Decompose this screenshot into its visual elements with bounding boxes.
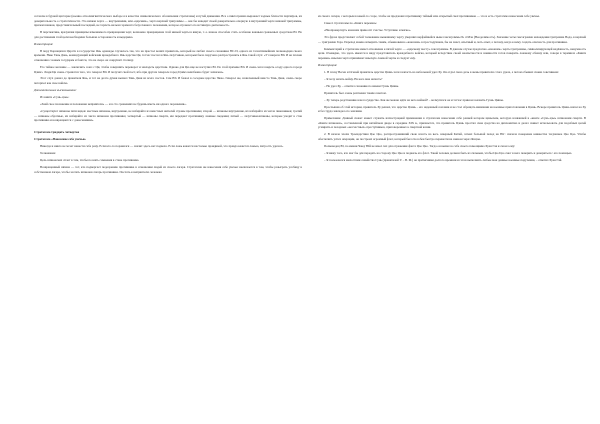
right-paragraph: Смысл стратагемы по «Книге перемен»: bbox=[324, 20, 378, 25]
right-paragraph: – Я вижу того, кто мог бы для передать на сторону Цао Цао и поджечь его флот. Такой человек должен быть из сильным, чтобы Цао Цао смог в него поверить и довериться с его помощью. bbox=[324, 150, 573, 155]
left-spacer bbox=[34, 125, 302, 128]
right-paragraph: Примечание: Данный сюжет может служить иллюстрацией применения в стратегеме нанесения себе ранней котором циньском, которую назвавшей в «книге «Сунь-цзы» шпионами смерти. В «Книге шпионов», составленной при китайском дворе в середине XIX в., признается, что правитель Цзянь простил свои средства на дипломатию и делал скинет использовать для подобных целей усмирить и позорных «несчастных» преступников, приговоренных к смертной казни. bbox=[318, 116, 586, 130]
left-paragraph: В перспективе, вразумляя принципы изменяемого превращения черт, возможно превращение этой низкой черты в явную, т. е. шанок способен стать особенно важным сражаемых средством Ю. Но для достижения этой цели необходима большая осторожность и выдержка. bbox=[34, 30, 302, 39]
right-paragraph: Прослышав об этой истории, правитель Ху решил, что царство Цзянь – его надежный союзник и не стал обращать внимания на военные приготовления в Цзянь. Вскоре правитель Цзянь напал на Ху и без труда завладел его землями. bbox=[318, 104, 586, 114]
right-paragraph: из своего лагеря, с которым в какой-то ссоре, чтобы он предложил противнику тайный или открытый своё противников — это и есть стратагема нанесения себе увечья. bbox=[318, 14, 540, 18]
right-paragraph: Правитель был очень разгневан таким советом. bbox=[324, 90, 387, 95]
left-paragraph: Цель шпионских сплет в том, чтобы посеять сомнения в стане противника. bbox=[40, 158, 140, 163]
left-paragraph: Этот слух дошел до правителя Янь, и тот не долго думая вызвал Тянь Даня из всего постов. Сам Юэ И бежал в соседнее царство Чжао. Генерал же, назначенный вместо Тянь Даня, очень скоро потерпел как свое войско. bbox=[34, 76, 302, 86]
left-paragraph: Толкование: bbox=[40, 151, 56, 156]
right-subheading: Иллюстрация: bbox=[318, 62, 338, 67]
left-paragraph: Никогда и никто не хочет нанести себе рану. Если кто-то поранился — значит здесь нет подвоха. Если ложь кажется настолько правдивой, что правда кажется ложью, хитрость удалась. bbox=[40, 144, 284, 149]
right-paragraph: – Я хочу начать войну. На кого мне напасть? bbox=[324, 76, 383, 81]
left-paragraph: «Знай свое положение и положение неприятеля» — и в сто сражениях не будешь иметь ни одного поражения». bbox=[40, 102, 187, 107]
left-paragraph: «Существуют шпионы пяти видов: местные шпионы, внутренние, не набирайте из вместных жителей страны противника; второй — шпионы внутренние, их набирайте из числа чиновников; третий — шпионы обратные, их набирайте из числа шпионов противника; четвертый — шпионы смерти, им передают противнику ложные сведения; пятый — лазутчики-шпионы, которые уходят в стан противника и возвращаются с донесениями». bbox=[34, 109, 302, 123]
right-paragraph: 2. В начале эпохи Троецарствия Цао Цао, распространивший свою власть на весь северный Китай, затеял большой поход на Юг: сначала покорение княжества тогдашнее Цао Цао. Чтобы обеспечить успех операции, он построил огромный флот, который был способен быстро перевезти на южном через Янцзы. bbox=[318, 132, 586, 141]
left-column bbox=[34, 14, 302, 177]
right-paragraph: Полководец Ю, по имени Чжоу Юй не имел сил для отражения флота Цао Цао. Тогда он вызвал к себе своего помощника Хуан Гая и сказал ему: bbox=[324, 143, 516, 148]
right-paragraph: «Неопровергнуть юношам приносят счастье. Уступчиво и мягко». bbox=[324, 27, 412, 32]
left-heading: Стратагема «Нанесение себе увечья» bbox=[34, 137, 86, 142]
right-paragraph: 1. В эпоху Весен и Осеней правитель царства Цзянь хотел напасть на небольшой удел Ху. Он отдал свою дочь в жены правителю этого удела, а потом объявил своим советникам: bbox=[324, 69, 559, 74]
right-paragraph: Эта фраза представляет собой толкование нынешнему черту умерших верфейшейся ныне гексаграммы № 4 Мэн (Неодолимость). Значение четы гексаграмма нахождения триграмма Вода, в верхней — триграмма Гора. Переход можно измерить таким, обыкновенно «юношам» в простодушном, бы не знает, опытный и, хоть опыт, а потому, когда к нему создать опасность для противника. bbox=[318, 34, 586, 44]
left-paragraph: Из книги «Сунь-цзы»: bbox=[40, 95, 70, 100]
right-paragraph: – Я пользовался милостями семейства Сунь (правителей У. – В. М.) не притиснями долгого времени и готов выполнить любые мои данные военные поручения, – ответил Хуан Гай. bbox=[324, 157, 563, 162]
right-column bbox=[318, 14, 586, 165]
left-paragraph: Его тайное желание — заключить союз с Ци, чтобы совершить переворот и завладеть царством. Однако для Ци еще не наступил Ю. По этой причине Юэ И очень хотел видеть осаду одного города Цзимэ. Люди Ци очень страшатся того, что генерал Юэ И получит свой пост, ибо при другом генерале город Цзимэ неизбежно будет захвачен». bbox=[34, 64, 302, 74]
left-subheading: Иллюстрация: bbox=[34, 41, 54, 46]
right-paragraph: – Ху теперь родственник нам государство. Как же можно идти на него войной? – возмутился он и тотчас приказал казнить Гуань Цишы. bbox=[324, 97, 504, 102]
left-paragraph: В пору Борющихся Царств в государстве Янь однажды случилось так, что на престол вошёл правитель, который не любил своего сановника Юэ И, одного из талантливейших полководцев своего времени. Неко Тянь Дань, командующий войсками враждебного Янь царства Ци, тотчас послал в Янь лазутчиков, которым было поручено распространить в Янь такой слух: «У генерала Юэ И не плохие отношения с новым государем и боится, что не скоро он сокрушит столицу. bbox=[34, 48, 302, 62]
left-heading: Стратагема тридцать четвертая bbox=[34, 130, 80, 135]
left-paragraph: Возвращенный шпион — тот, кто подвергает подозрению противника в отношении людей из своего лагеря. Стратагема же нанесения себе увечья заключается в том, чтобы разыграть усобицу в собственном лагере, чтобы заслать шпионов лагерь противника. Послать к неприятелю человека bbox=[34, 165, 302, 174]
right-paragraph: – На удел Ху, – ответил сановник по имени Гуань Цишы. bbox=[324, 83, 399, 88]
right-paragraph: Комментарий к стратагеме имеет отношение к пятой черте — «царскому месту» гексаграммы. В данном случае предлагаю «юношам» черты триграммы, символизирующей надёжность, ненужность цели. Очевидно, что здесь имеется в виду представитель враждебного войска, который вследствие своей неопытности и наивности готов поверить ложному обману или, говоря в терминах «Книги перемен» иньская черта принимает иньскую ложной черты и следует ему. bbox=[318, 46, 586, 60]
left-subheading: Дополнительные высказывания: bbox=[34, 88, 77, 93]
left-paragraph: согласие в бурной цистерне (военно-этнолингвистического выборе я в качестве символического обозначения стратегемы) и путей движения. Все о пиктограмма выражает чадные близости партнёров, их доверительность о стратегичности. Это низкая черта — внутренними, или «царским», черта верхней триграммы — как бы наводит своей доверительно опорную в внутренний черте нижней триграммы, причем шанкан, представительный последней, не терпеть нельзя горизонта безусловного положения, которое отражает его истинную деятельность. bbox=[34, 14, 302, 28]
